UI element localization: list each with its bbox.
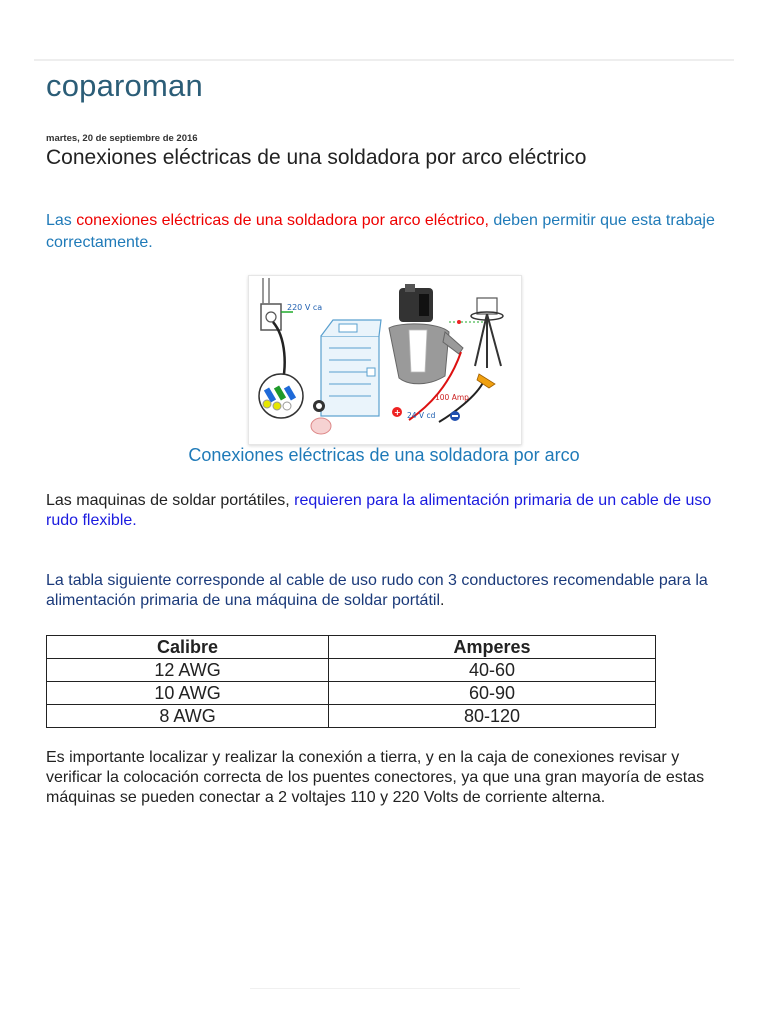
footer-divider	[250, 988, 520, 989]
table-cell-amperes: 60-90	[329, 682, 656, 705]
svg-text:+: +	[394, 408, 401, 417]
table-cell-calibre: 8 AWG	[47, 705, 329, 728]
table-header-row	[47, 636, 656, 659]
paragraph-portable-welders	[46, 491, 726, 531]
column-header-calibre: Calibre	[47, 636, 329, 659]
para3-text-2: .	[440, 592, 445, 609]
paragraph-table-intro	[46, 571, 726, 611]
figure-caption: Conexiones eléctricas de una soldadora por arco	[188, 445, 580, 465]
post-date: martes, 20 de septiembre de 2016	[46, 133, 198, 144]
para3-text-1: La tabla siguiente corresponde al cable de uso rudo con 3 conductores recomendable para la alimentación primaria de una máquina de soldar portátil	[46, 572, 708, 609]
cable-gauge-table	[46, 635, 656, 728]
intro-paragraph	[46, 210, 726, 254]
label-100amp: 100 Amp	[435, 393, 469, 402]
welder-person-icon	[389, 284, 463, 384]
paragraph-grounding: Es importante localizar y realizar la conexión a tierra, y en la caja de conexiones revisar y verificar la colocación correcta de los puentes conectores, ya que una gran mayoría de estas máquinas se pueden conectar a 2 voltajes 110 y 220 Volts de corriente alterna.	[46, 749, 705, 806]
table-cell-calibre: 10 AWG	[47, 682, 329, 705]
post-title: Conexiones eléctricas de una soldadora por arco eléctrico	[46, 146, 587, 169]
para2-text-2: requieren para la alimentación primaria de un cable de uso rudo flexible.	[46, 492, 712, 529]
table-cell-amperes: 40-60	[329, 659, 656, 682]
table-row	[47, 705, 656, 728]
intro-text-1: Las	[46, 212, 77, 229]
blog-title-link[interactable]: coparoman	[46, 68, 203, 103]
intro-highlight: conexiones eléctricas de una soldadora por arco eléctrico,	[76, 212, 489, 229]
para2-text-1: Las maquinas de soldar portátiles,	[46, 492, 295, 509]
table-row	[47, 659, 656, 682]
label-220vca: 220 V ca	[287, 303, 323, 312]
label-24vcd: 24 V cd	[407, 411, 436, 420]
table-cell-amperes: 80-120	[329, 705, 656, 728]
table-row	[47, 682, 656, 705]
header-divider	[34, 59, 734, 61]
welder-machine-icon	[321, 320, 381, 416]
column-header-amperes: Amperes	[329, 636, 656, 659]
table-cell-calibre: 12 AWG	[47, 659, 329, 682]
intro-text-2: deben permitir que esta trabaje correctamente.	[46, 212, 715, 251]
workpiece-stand-icon	[471, 298, 503, 368]
welder-connections-diagram	[248, 275, 522, 445]
